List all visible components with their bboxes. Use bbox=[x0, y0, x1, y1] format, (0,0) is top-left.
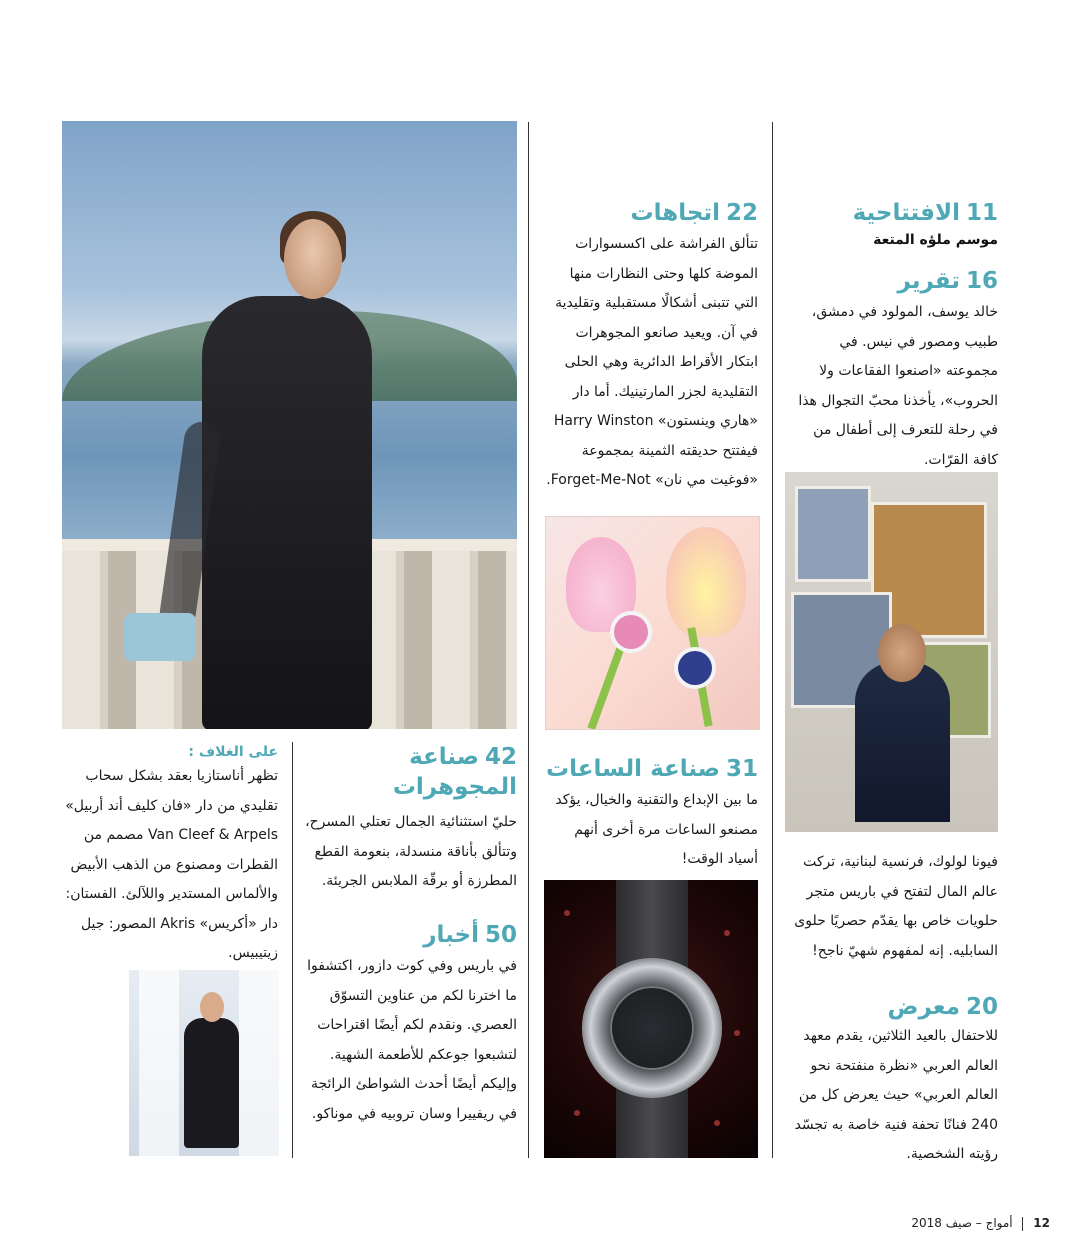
section-exhibition bbox=[786, 992, 998, 1170]
section-body: فيونا لولوك، فرنسية لبنانية، تركت عالم المال لتفتح في باريس متجر حلويات خاص بها يقدّم حصريًا حلوى السابليه. إنه لمفهوم شهيّ ناجح! bbox=[794, 854, 998, 959]
section-heading: 20معرض bbox=[887, 994, 998, 1020]
section-body: في باريس وفي كوت دازور، اكتشفوا ما اخترنا لكم من عناوين التسوّق العصري. ونقدم لكم أيضًا اقتراحات لتشبعوا جوعكم للأطعمة الشهية. وإليكم أيضًا أحدث الشواطئ الرائجة في ريفييرا وسان تروبيه في موناكو. bbox=[307, 958, 517, 1122]
section-body: حليّ استثنائية الجمال تعتلي المسرح، وتتألق بأناقة منسدلة، بنعومة القطع المطرزة أو برقّة الملابس الجريئة. bbox=[305, 814, 517, 889]
column-divider bbox=[528, 122, 529, 1158]
footer bbox=[860, 1216, 1050, 1231]
section-heading: 22اتجاهات bbox=[630, 200, 758, 226]
section-trends bbox=[545, 198, 758, 496]
page-number: 12 bbox=[1033, 1216, 1050, 1230]
section-subtitle: موسم ملؤه المتعة bbox=[873, 232, 998, 248]
section-fiona bbox=[786, 848, 998, 966]
column-divider bbox=[772, 122, 773, 1158]
column-divider bbox=[292, 742, 293, 1158]
section-heading: 42صناعة المجوهرات bbox=[392, 744, 517, 800]
section-report bbox=[786, 266, 998, 475]
section-heading: 31صناعة الساعات bbox=[546, 756, 758, 782]
jewelry-flowers-photo bbox=[545, 516, 760, 730]
magazine-issue: أمواج – صيف 2018 bbox=[911, 1216, 1013, 1230]
section-news bbox=[305, 920, 517, 1129]
watch-photo bbox=[544, 880, 758, 1158]
section-jewelry bbox=[305, 742, 517, 897]
section-watches bbox=[545, 754, 758, 875]
cover-thumbnail-photo bbox=[129, 970, 279, 1156]
section-body: خالد يوسف، المولود في دمشق، طبيب ومصور في نيس. في مجموعته «اصنعوا الفقاعات ولا الحروب»، يأخذنا محبّ التجوال هذا في رحلة للتعرف إلى أطفال من كافة القرّات. bbox=[798, 304, 998, 468]
section-body: للاحتفال بالعيد الثلاثين، يقدم معهد العالم العربي «نظرة منفتحة نحو العالم العربي» حيث يعرض كل من 240 فنانًا تحفة فنية خاصة به تجسّد رؤيته الشخصية. bbox=[794, 1028, 998, 1162]
cover-label: على الغلاف : bbox=[188, 744, 278, 760]
section-body: ما بين الإبداع والتقنية والخيال، يؤكد مصنعو الساعات مرة أخرى أنهم أسياد الوقت! bbox=[555, 792, 758, 867]
section-body: تظهر أناستازيا بعقد بشكل سحاب تقليدي من دار «فان كليف أند أربيل» Van Cleef & Arpels مصمم من القطرات ومصنوع من الذهب الأبيض والألماس المستدير واللآلئ. الفستان: دار «أكريس» Akris المصور: جيل زيتيبيس. bbox=[65, 768, 278, 961]
section-cover bbox=[62, 744, 278, 969]
photographer-photo bbox=[785, 472, 998, 832]
section-heading: 50أخبار bbox=[423, 922, 517, 948]
section-heading: 16تقرير bbox=[897, 268, 998, 294]
section-heading: 11الافتتاحية bbox=[852, 200, 998, 226]
section-body: تتألق الفراشة على اكسسوارات الموضة كلها وحتى النظارات منها التي تتبنى أشكالًا مستقبلية وتقليدية في آن. ويعيد صانعو المجوهرات ابتكار الأقراط الدائرية وهي الحلى التقليدية لجزر المارتينيك. أما دار «هاري وينستون» Harry Winston فيفتتح حديقته الثمينة بمجموعة «فوغيت مي نان» Forget-Me-Not. bbox=[546, 236, 758, 488]
cover-photo bbox=[62, 121, 517, 729]
section-opening bbox=[786, 198, 998, 248]
